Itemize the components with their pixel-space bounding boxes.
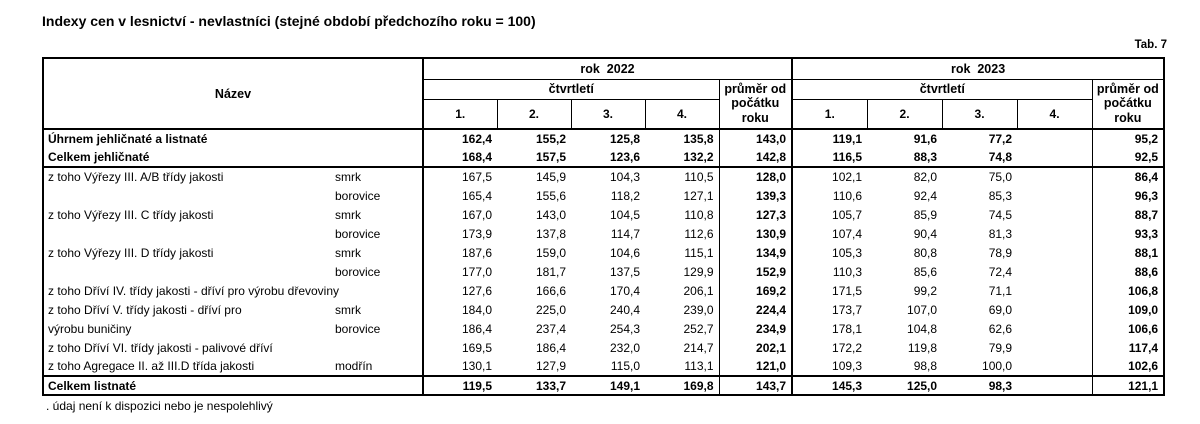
value-cell: [1017, 224, 1092, 243]
table-row: [43, 357, 1164, 376]
value-cell: 169,8: [645, 376, 719, 395]
row-label-cell: [43, 300, 423, 319]
avg-header-2022: [719, 79, 792, 129]
value-cell: 88,3: [867, 148, 942, 167]
row-label: Úhrnem jehličnaté a listnaté: [48, 132, 208, 146]
table-row: [43, 338, 1164, 357]
value-cell: 104,5: [609, 207, 640, 222]
value-cell: 159,0: [535, 245, 566, 260]
value-cell: 137,8: [535, 226, 566, 241]
value-cell: 186,4: [461, 321, 492, 336]
species-label: borovice: [335, 264, 381, 279]
value-cell: 181,7: [535, 264, 566, 279]
value-cell: 125,0: [867, 376, 942, 395]
quarter-2-header-2023: 2.: [867, 99, 942, 129]
row-label: z toho Výřezy III. C třídy jakosti: [48, 207, 214, 222]
avg-header-line: počátku: [1103, 96, 1152, 111]
value-cell: 119,1: [832, 132, 863, 146]
value-cell: 106,6: [1092, 319, 1164, 338]
species-label: borovice: [335, 226, 381, 241]
quarter-group-header-2022: čtvrtletí: [423, 79, 719, 99]
row-label-cell: [43, 224, 423, 243]
value-cell: 88,6: [1092, 262, 1164, 281]
row-label: z toho Výřezy III. A/B třídy jakosti: [48, 170, 224, 184]
table-row: [43, 281, 1164, 300]
value-cell: 88,1: [1092, 243, 1164, 262]
price-index-table-container: [42, 57, 1165, 396]
value-cell: 137,5: [609, 264, 640, 279]
value-cell: 109,3: [832, 359, 863, 373]
value-cell: 91,6: [913, 132, 938, 146]
value-cell: 127,1: [683, 188, 714, 203]
row-label-cell: [43, 148, 423, 167]
value-cell: 119,8: [907, 340, 938, 355]
value-cell: 110,8: [684, 207, 714, 222]
row-label: z toho Dříví VI. třídy jakosti - palivové dříví: [48, 340, 273, 355]
value-cell: 106,8: [1092, 281, 1164, 300]
value-cell: 206,1: [683, 283, 714, 298]
value-cell: 92,5: [1092, 148, 1164, 167]
avg-header-line: roku: [1114, 111, 1142, 126]
species-label: smrk: [335, 302, 361, 317]
value-cell: 178,1: [832, 321, 863, 336]
value-cell: 168,4: [423, 148, 497, 167]
value-cell: 237,4: [535, 321, 566, 336]
table-number-label: Tab. 7: [1134, 39, 1167, 51]
value-cell: 100,0: [982, 359, 1013, 373]
value-cell: 62,6: [988, 321, 1013, 336]
row-label-cell: [43, 281, 423, 300]
value-cell: 225,0: [535, 302, 566, 317]
value-cell: 123,6: [571, 148, 645, 167]
value-cell: [1017, 281, 1092, 300]
row-label-cell: [43, 129, 423, 148]
price-index-table: [42, 57, 1165, 396]
row-label-cell: [43, 376, 423, 395]
species-label: smrk: [335, 170, 361, 184]
value-cell: 134,9: [719, 243, 792, 262]
row-label: z toho Agregace II. až III.D třída jakosti: [48, 359, 255, 373]
species-label: modřín: [335, 359, 373, 373]
value-cell: 239,0: [683, 302, 714, 317]
value-cell: 232,0: [609, 340, 640, 355]
value-cell: 149,1: [571, 376, 645, 395]
value-cell: 85,3: [988, 188, 1013, 203]
quarter-group-header-2023: čtvrtletí: [792, 79, 1092, 99]
row-label-cell: [43, 319, 423, 338]
value-cell: [1017, 357, 1092, 376]
value-cell: 240,4: [609, 302, 640, 317]
quarter-1-header-2023: 1.: [792, 99, 867, 129]
value-cell: 177,0: [461, 264, 492, 279]
table-row: [43, 129, 1164, 148]
value-cell: 145,9: [535, 170, 566, 184]
value-cell: [1017, 338, 1092, 357]
table-row: [43, 319, 1164, 338]
value-cell: 130,9: [719, 224, 792, 243]
row-label-cell: [43, 243, 423, 262]
table-row: [43, 376, 1164, 395]
value-cell: 90,4: [913, 226, 938, 241]
value-cell: 118,2: [610, 188, 640, 203]
footnote: . údaj není k dispozici nebo je nespolehlivý: [46, 399, 273, 413]
value-cell: 184,0: [461, 302, 492, 317]
value-cell: 127,9: [535, 359, 566, 373]
value-cell: 121,0: [719, 357, 792, 376]
species-label: borovice: [335, 321, 381, 336]
value-cell: 157,5: [497, 148, 571, 167]
year-2023-header: rok 2023: [792, 58, 1164, 79]
value-cell: 143,0: [719, 129, 792, 148]
value-cell: [1017, 167, 1092, 186]
value-cell: 172,2: [832, 340, 863, 355]
quarter-3-header-2023: 3.: [942, 99, 1017, 129]
year-2022-header: rok 2022: [423, 58, 792, 79]
header-row-years: [43, 58, 1164, 79]
quarter-2-header-2022: 2.: [497, 99, 571, 129]
value-cell: 155,2: [535, 132, 566, 146]
value-cell: 127,3: [719, 205, 792, 224]
table-body: [43, 129, 1164, 395]
value-cell: 254,3: [609, 321, 640, 336]
value-cell: 152,9: [719, 262, 792, 281]
value-cell: 128,0: [719, 167, 792, 186]
value-cell: 71,1: [988, 283, 1013, 298]
value-cell: 110,5: [684, 170, 714, 184]
value-cell: 114,7: [610, 226, 640, 241]
value-cell: 130,1: [461, 359, 492, 373]
value-cell: 125,8: [609, 132, 640, 146]
value-cell: 112,6: [684, 226, 714, 241]
value-cell: 133,7: [497, 376, 571, 395]
value-cell: 79,9: [988, 340, 1013, 355]
value-cell: 113,1: [684, 359, 714, 373]
species-label: smrk: [335, 207, 361, 222]
value-cell: 95,2: [1092, 129, 1164, 148]
value-cell: 165,4: [461, 188, 492, 203]
value-cell: 104,3: [609, 170, 640, 184]
page-title: Indexy cen v lesnictví - nevlastníci (stejné období předchozího roku = 100): [42, 13, 536, 29]
value-cell: 167,0: [461, 207, 492, 222]
avg-header-line: průměr od: [1096, 81, 1159, 96]
value-cell: 92,4: [913, 188, 938, 203]
value-cell: 117,4: [1092, 338, 1164, 357]
value-cell: 85,9: [913, 207, 938, 222]
value-cell: 127,6: [461, 283, 492, 298]
row-label: z toho Dříví V. třídy jakosti - dříví pro: [48, 302, 242, 317]
avg-header-line: roku: [741, 111, 769, 126]
value-cell: 135,8: [683, 132, 714, 146]
quarter-1-header-2022: 1.: [423, 99, 497, 129]
value-cell: 252,7: [683, 321, 714, 336]
value-cell: 224,4: [719, 300, 792, 319]
table-row: [43, 205, 1164, 224]
value-cell: 129,9: [683, 264, 714, 279]
value-cell: 110,3: [832, 264, 863, 279]
table-header: [43, 58, 1164, 129]
value-cell: 234,9: [719, 319, 792, 338]
value-cell: 107,0: [907, 302, 938, 317]
value-cell: 93,3: [1092, 224, 1164, 243]
value-cell: 99,2: [913, 283, 938, 298]
value-cell: 167,5: [461, 170, 492, 184]
value-cell: 104,8: [907, 321, 938, 336]
value-cell: 115,1: [684, 245, 714, 260]
row-label-cell: [43, 262, 423, 281]
value-cell: 115,0: [610, 359, 640, 373]
value-cell: 88,7: [1092, 205, 1164, 224]
value-cell: 104,6: [609, 245, 640, 260]
table-row: [43, 186, 1164, 205]
value-cell: 143,7: [719, 376, 792, 395]
avg-header-line: průměr od: [724, 81, 787, 96]
row-label-cell: [43, 338, 423, 357]
value-cell: 202,1: [719, 338, 792, 357]
value-cell: 143,0: [535, 207, 566, 222]
table-row: [43, 300, 1164, 319]
quarter-3-header-2022: 3.: [571, 99, 645, 129]
value-cell: 139,3: [719, 186, 792, 205]
value-cell: 105,3: [832, 245, 863, 260]
value-cell: 96,3: [1092, 186, 1164, 205]
value-cell: [1017, 319, 1092, 338]
value-cell: 105,7: [832, 207, 863, 222]
species-label: smrk: [335, 245, 361, 260]
value-cell: 169,2: [719, 281, 792, 300]
row-label: Celkem jehličnaté: [48, 150, 150, 164]
value-cell: [1017, 300, 1092, 319]
value-cell: 173,9: [461, 226, 492, 241]
table-row: [43, 148, 1164, 167]
value-cell: 171,5: [832, 283, 863, 298]
value-cell: 80,8: [913, 245, 938, 260]
value-cell: 110,6: [832, 188, 863, 203]
table-row: [43, 167, 1164, 186]
value-cell: 75,0: [988, 170, 1013, 184]
value-cell: 155,6: [535, 188, 566, 203]
value-cell: 74,5: [988, 207, 1013, 222]
value-cell: 78,9: [988, 245, 1013, 260]
row-label-cell: [43, 167, 423, 186]
value-cell: 214,7: [683, 340, 714, 355]
row-label-cell: [43, 205, 423, 224]
value-cell: 162,4: [461, 132, 492, 146]
value-cell: 98,8: [913, 359, 938, 373]
value-cell: 132,2: [645, 148, 719, 167]
value-cell: 102,6: [1092, 357, 1164, 376]
name-column-header: Název: [43, 58, 423, 129]
value-cell: 98,3: [942, 376, 1017, 395]
avg-header-line: počátku: [731, 96, 780, 111]
quarter-4-header-2023: 4.: [1017, 99, 1092, 129]
avg-header-2023: [1092, 79, 1164, 129]
value-cell: [1017, 376, 1092, 395]
value-cell: 81,3: [988, 226, 1013, 241]
value-cell: 82,0: [913, 170, 938, 184]
row-label: Celkem listnaté: [48, 378, 137, 393]
table-row: [43, 262, 1164, 281]
quarter-4-header-2022: 4.: [645, 99, 719, 129]
value-cell: 86,4: [1092, 167, 1164, 186]
value-cell: [1017, 129, 1092, 148]
table-row: [43, 243, 1164, 262]
row-label: z toho Dříví IV. třídy jakosti - dříví pro výrobu dřevoviny: [48, 283, 339, 298]
value-cell: 142,8: [719, 148, 792, 167]
row-label-cell: [43, 357, 423, 376]
value-cell: 121,1: [1092, 376, 1164, 395]
row-label: výrobu buničiny: [48, 321, 132, 336]
value-cell: 119,5: [423, 376, 497, 395]
value-cell: [1017, 205, 1092, 224]
value-cell: [1017, 262, 1092, 281]
value-cell: 102,1: [832, 170, 863, 184]
row-label-cell: [43, 186, 423, 205]
value-cell: 107,4: [832, 226, 863, 241]
value-cell: 145,3: [792, 376, 867, 395]
value-cell: 166,6: [535, 283, 566, 298]
value-cell: 169,5: [461, 340, 492, 355]
table-row: [43, 224, 1164, 243]
value-cell: 170,4: [609, 283, 640, 298]
value-cell: 109,0: [1092, 300, 1164, 319]
value-cell: 77,2: [988, 132, 1013, 146]
value-cell: 69,0: [988, 302, 1013, 317]
value-cell: 74,8: [942, 148, 1017, 167]
value-cell: [1017, 243, 1092, 262]
value-cell: [1017, 186, 1092, 205]
value-cell: 116,5: [792, 148, 867, 167]
value-cell: [1017, 148, 1092, 167]
value-cell: 187,6: [461, 245, 492, 260]
species-label: borovice: [335, 188, 381, 203]
value-cell: 72,4: [988, 264, 1013, 279]
row-label: z toho Výřezy III. D třídy jakosti: [48, 245, 214, 260]
value-cell: 85,6: [913, 264, 938, 279]
value-cell: 186,4: [535, 340, 566, 355]
value-cell: 173,7: [832, 302, 863, 317]
